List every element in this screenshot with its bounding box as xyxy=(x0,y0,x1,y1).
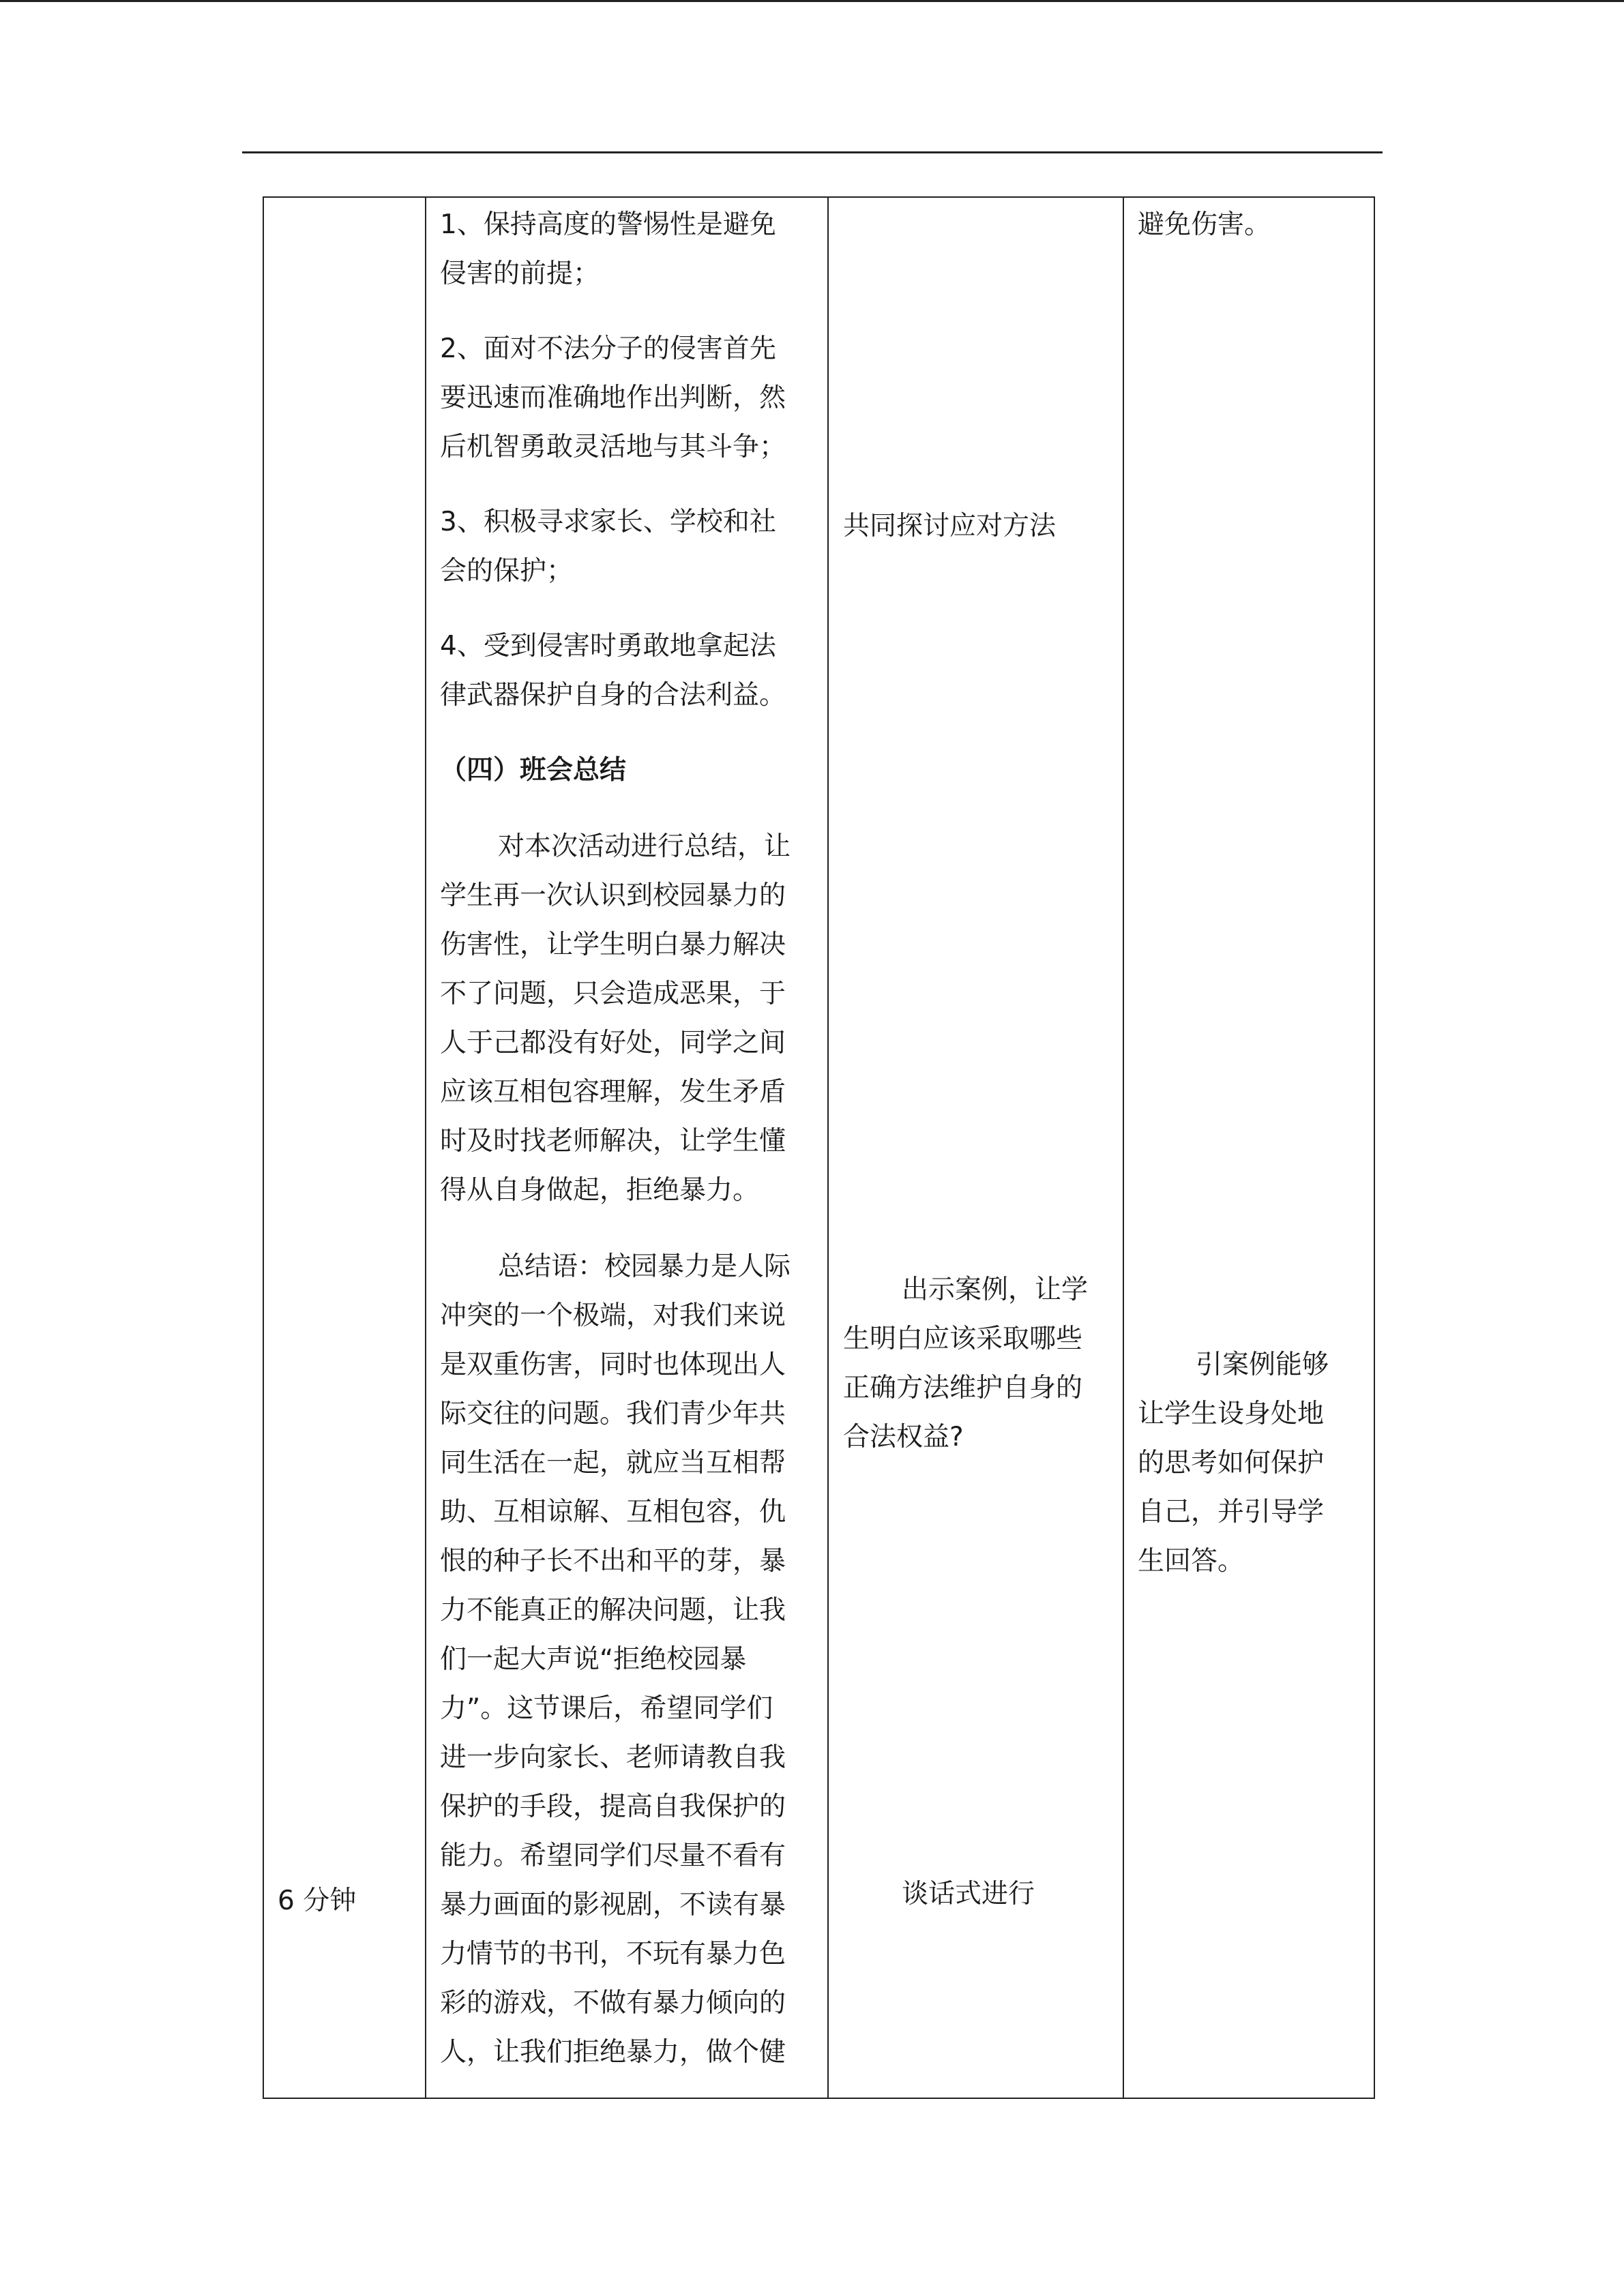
col2-line: 侵害的前提； xyxy=(440,258,600,289)
col3-line: 出示案例，让学 xyxy=(902,1274,1089,1305)
col2-line: 伤害性，让学生明白暴力解决 xyxy=(440,929,786,960)
col2-line: 后机智勇敢灵活地与其斗争； xyxy=(440,432,786,462)
col2-line: 力”。这节课后，希望同学们 xyxy=(440,1693,773,1724)
col2-line: 得从自身做起，拒绝暴力。 xyxy=(440,1175,760,1206)
column-divider-1 xyxy=(425,196,426,2099)
col3-line: 共同探讨应对方法 xyxy=(843,511,1057,541)
col2-line: 3、积极寻求家长、学校和社 xyxy=(440,507,776,537)
col2-line: 总结语：校园暴力是人际 xyxy=(498,1251,791,1282)
col4-line: 生回答。 xyxy=(1138,1546,1245,1577)
col2-line: 暴力画面的影视剧，不读有暴 xyxy=(440,1890,786,1920)
col2-line: 助、互相谅解、互相包容，仇 xyxy=(440,1497,786,1527)
col3-line: 正确方法维护自身的 xyxy=(843,1373,1083,1403)
col2-line: 们一起大声说“拒绝校园暴 xyxy=(440,1644,747,1675)
col2-line: 2、面对不法分子的侵害首先 xyxy=(440,333,776,364)
col2-line: 律武器保护自身的合法利益。 xyxy=(440,680,786,711)
col2-line: 保护的手段，提高自我保护的 xyxy=(440,1791,786,1822)
page-top-edge xyxy=(0,0,1624,2)
time-duration: 6 分钟 xyxy=(278,1885,357,1916)
col2-line: 不了问题，只会造成恶果，于 xyxy=(440,979,786,1009)
col2-line: 人，让我们拒绝暴力，做个健 xyxy=(440,2037,786,2068)
col4-line: 的思考如何保护 xyxy=(1138,1448,1325,1478)
col4-line: 引案例能够 xyxy=(1196,1350,1329,1380)
col2-line: 力情节的书刊，不玩有暴力色 xyxy=(440,1939,786,1969)
col2-line: 4、受到侵害时勇敢地拿起法 xyxy=(440,631,776,661)
col2-line: 冲突的一个极端，对我们来说 xyxy=(440,1300,786,1331)
table-top-border xyxy=(263,196,1375,198)
col3-line: 合法权益? xyxy=(843,1422,964,1452)
col2-line: 能力。希望同学们尽量不看有 xyxy=(440,1840,786,1871)
col2-line: 会的保护； xyxy=(440,556,574,586)
table-left-border xyxy=(263,196,264,2099)
col2-line: 同生活在一起，就应当互相帮 xyxy=(440,1448,786,1478)
col2-line: 进一步向家长、老师请教自我 xyxy=(440,1742,786,1773)
col3-line: 生明白应该采取哪些 xyxy=(843,1324,1083,1354)
col2-line: 学生再一次认识到校园暴力的 xyxy=(440,880,786,911)
col2-line: 1、保持高度的警惕性是避免 xyxy=(440,209,776,240)
col2-line: 要迅速而准确地作出判断，然 xyxy=(440,383,786,413)
col2-line: 时及时找老师解决，让学生懂 xyxy=(440,1126,786,1157)
col2-line: 对本次活动进行总结，让 xyxy=(498,831,791,862)
column-divider-3 xyxy=(1123,196,1124,2099)
col2-line: 彩的游戏，不做有暴力倾向的 xyxy=(440,1988,786,2018)
header-rule xyxy=(242,151,1383,153)
col2-line: 是双重伤害，同时也体现出人 xyxy=(440,1350,786,1380)
col2-line: 人于己都没有好处，同学之间 xyxy=(440,1028,786,1058)
col2-line: 际交往的问题。我们青少年共 xyxy=(440,1399,786,1429)
column-divider-2 xyxy=(827,196,829,2099)
table-bottom-border xyxy=(263,2098,1375,2099)
col2-line: 恨的种子长不出和平的芽，暴 xyxy=(440,1546,786,1577)
col3-line: 谈话式进行 xyxy=(902,1879,1035,1909)
col4-line: 让学生设身处地 xyxy=(1138,1399,1325,1429)
col2-line: 力不能真正的解决问题，让我 xyxy=(440,1595,786,1626)
section-heading: （四）班会总结 xyxy=(440,755,627,786)
col4-line: 避免伤害。 xyxy=(1138,209,1271,240)
col2-line: 应该互相包容理解，发生矛盾 xyxy=(440,1077,786,1107)
col4-line: 自己，并引导学 xyxy=(1138,1497,1325,1527)
table-right-border xyxy=(1374,196,1375,2099)
